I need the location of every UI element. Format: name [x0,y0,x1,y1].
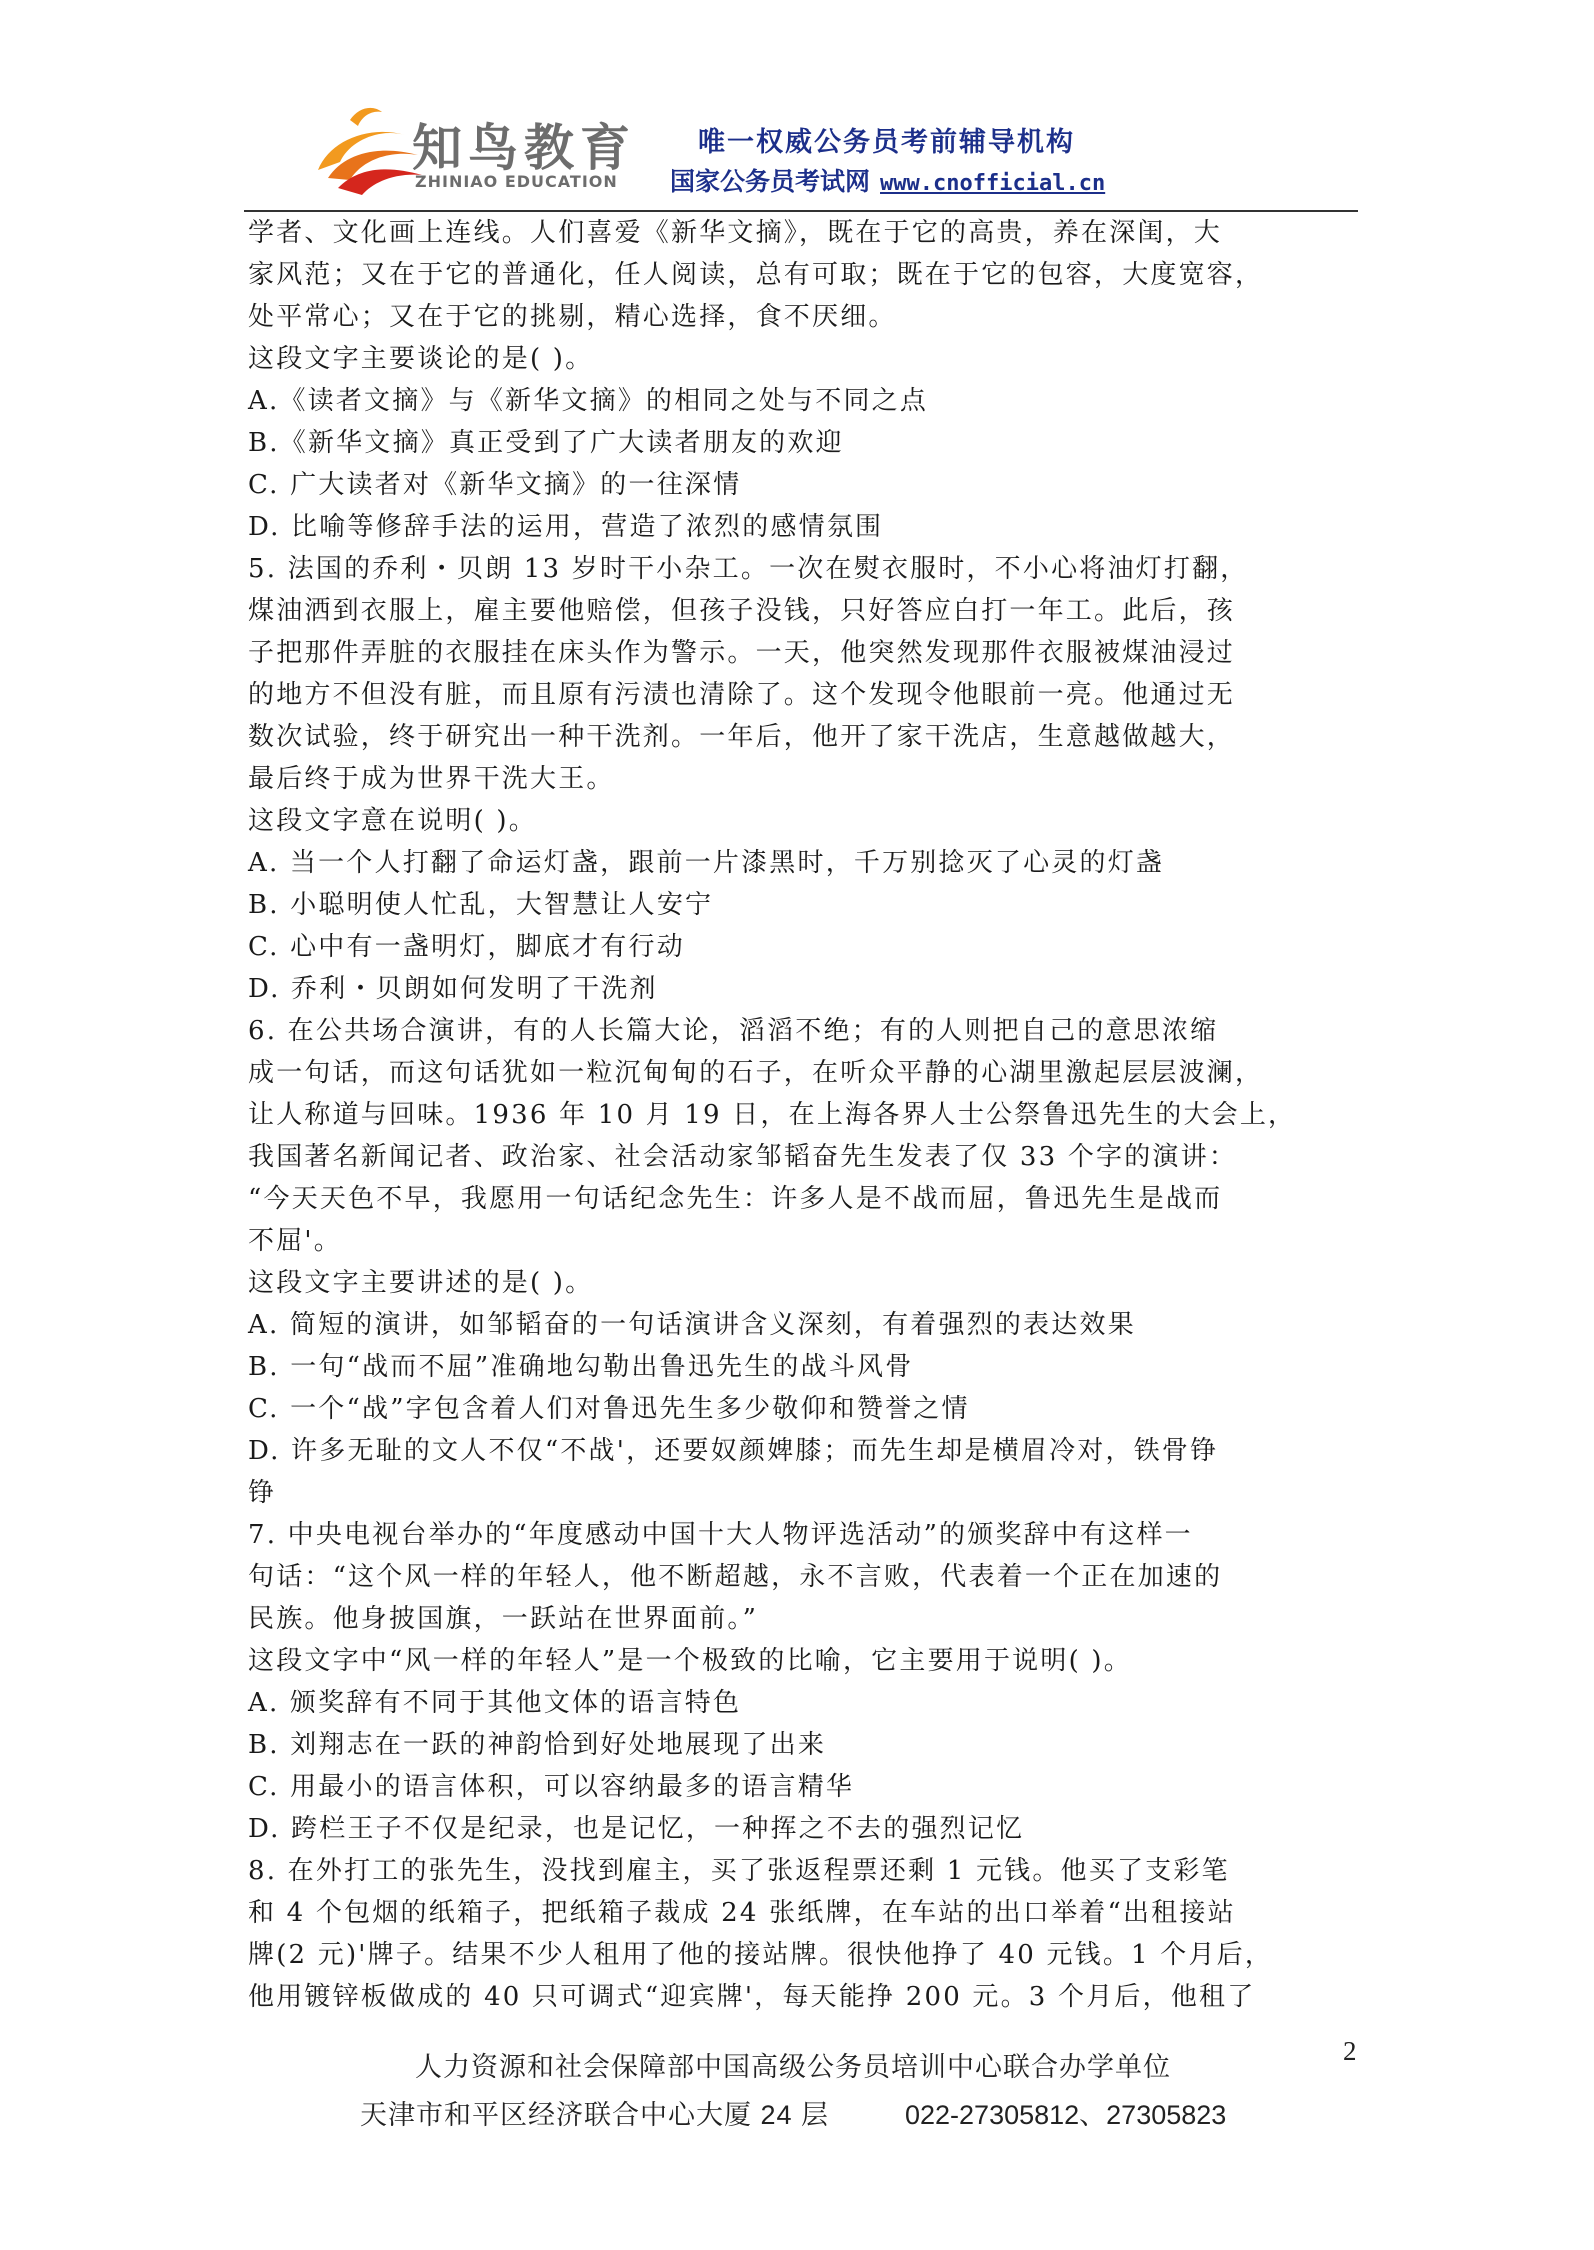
footer-address: 天津市和平区经济联合中心大厦 24 层 [360,2100,830,2130]
text-line: 句话：“这个风一样的年轻人，他不断超越，永不言败，代表着一个正在加速的 [248,1562,1223,1592]
text-line: C. 一个“战”字包含着人们对鲁迅先生多少敬仰和赞誉之情 [248,1394,970,1424]
text-line: D. 许多无耻的文人不仅“不战'，还要奴颜婢膝；而先生却是横眉冷对，铁骨铮 [248,1436,1219,1466]
text-line: 民族。他身披国旗，一跃站在世界面前。” [248,1604,759,1634]
text-line: A.《读者文摘》与《新华文摘》的相同之处与不同之点 [248,386,929,416]
text-line: 这段文字主要谈论的是( )。 [248,344,594,374]
text-line: 煤油洒到衣服上，雇主要他赔偿，但孩子没钱，只好答应白打一年工。此后，孩 [248,596,1236,626]
text-line: A. 当一个人打翻了命运灯盏，跟前一片漆黑时，千万别捻灭了心灵的灯盏 [248,848,1165,878]
text-line: D. 跨栏王子不仅是纪录，也是记忆，一种挥之不去的强烈记忆 [248,1814,1025,1844]
footer-phones: 022-27305812、27305823 [905,2100,1227,2130]
text-line: B. 小聪明使人忙乱，大智慧让人安宁 [248,890,714,920]
text-line: 子把那件弄脏的衣服挂在床头作为警示。一天，他突然发现那件衣服被煤油浸过 [248,638,1236,668]
text-line: 他用镀锌板做成的 40 只可调式“迎宾牌'，每天能挣 200 元。3 个月后，他租了 [248,1982,1256,2012]
footer-organization: 人力资源和社会保障部中国高级公务员培训中心联合办学单位 [415,2052,1171,2082]
text-line: C. 用最小的语言体积，可以容纳最多的语言精华 [248,1772,855,1802]
text-line: 处平常心；又在于它的挑剔，精心选择，食不厌细。 [248,302,897,332]
text-line: 不屈'。 [248,1226,342,1256]
text-line: B.《新华文摘》真正受到了广大读者朋友的欢迎 [248,428,844,458]
text-line: B. 刘翔志在一跃的神韵恰到好处地展现了出来 [248,1730,827,1760]
text-line: “今天天色不早，我愿用一句话纪念先生：许多人是不战而屈，鲁迅先生是战而 [248,1184,1223,1214]
text-line: 牌(2 元)'牌子。结果不少人租用了他的接站牌。很快他挣了 40 元钱。1 个月后， [248,1940,1274,1970]
text-line: A. 简短的演讲，如邹韬奋的一句话演讲含义深刻，有着强烈的表达效果 [248,1310,1136,1340]
document-body [248,212,1362,2018]
text-line: 8. 在外打工的张先生，没找到雇主，买了张返程票还剩 1 元钱。他买了支彩笔 [248,1856,1230,1886]
header-slogan: 唯一权威公务员考前辅导机构 [698,127,1075,158]
text-line: 和 4 个包烟的纸箱子，把纸箱子裁成 24 张纸牌，在车站的出口举着“出租接站 [248,1898,1236,1928]
page-number: 2 [1343,2036,1357,2066]
text-line: C. 广大读者对《新华文摘》的一往深情 [248,470,742,500]
text-line: 铮 [248,1478,277,1508]
brand-name-en: ZHINIAO EDUCATION [415,172,618,191]
text-line: C. 心中有一盏明灯，脚底才有行动 [248,932,685,962]
text-line: 这段文字主要讲述的是( )。 [248,1268,594,1298]
text-line: 7. 中央电视台举办的“年度感动中国十大人物评选活动”的颁奖辞中有这样一 [248,1520,1193,1550]
text-line: D. 乔利・贝朗如何发明了干洗剂 [248,974,658,1004]
text-line: 这段文字中“风一样的年轻人”是一个极致的比喻，它主要用于说明( )。 [248,1646,1132,1676]
text-line: 的地方不但没有脏，而且原有污渍也清除了。这个发现令他眼前一亮。他通过无 [248,680,1236,710]
text-line: 这段文字意在说明( )。 [248,806,537,836]
text-line: 家风范；又在于它的普通化，任人阅读，总有可取；既在于它的包容，大度宽容， [248,260,1264,290]
text-line: 数次试验，终于研究出一种干洗剂。一年后，他开了家干洗店，生意越做越大， [248,722,1236,752]
text-line: 学者、文化画上连线。人们喜爱《新华文摘》，既在于它的高贵，养在深闺，大 [248,218,1223,248]
zhiniao-flame-logo-icon [310,100,425,200]
text-line: 我国著名新闻记者、政治家、社会活动家邹韬奋先生发表了仅 33 个字的演讲： [248,1142,1238,1172]
text-line: B. 一句“战而不屈”准确地勾勒出鲁迅先生的战斗风骨 [248,1352,914,1382]
text-line: 6. 在公共场合演讲，有的人长篇大论，滔滔不绝；有的人则把自己的意思浓缩 [248,1016,1219,1046]
text-line: A. 颁奖辞有不同于其他文体的语言特色 [248,1688,742,1718]
text-line: D. 比喻等修辞手法的运用，营造了浓烈的感情氛围 [248,512,884,542]
brand-name-cn: 知鸟教育 [412,119,636,177]
text-line: 5. 法国的乔利・贝朗 13 岁时干小杂工。一次在熨衣服时，不小心将油灯打翻， [248,554,1249,584]
site-label: 国家公务员考试网 [670,167,871,196]
text-line: 让人称道与回味。1936 年 10 月 19 日，在上海各界人士公祭鲁迅先生的大会上， [248,1100,1297,1130]
header-site-line [670,162,1105,198]
text-line: 成一句话，而这句话犹如一粒沉甸甸的石子，在听众平静的心湖里激起层层波澜， [248,1058,1264,1088]
text-line: 最后终于成为世界干洗大王。 [248,764,615,794]
page-header [240,80,1370,210]
site-url-link[interactable]: www.cnofficial.cn [880,171,1106,196]
